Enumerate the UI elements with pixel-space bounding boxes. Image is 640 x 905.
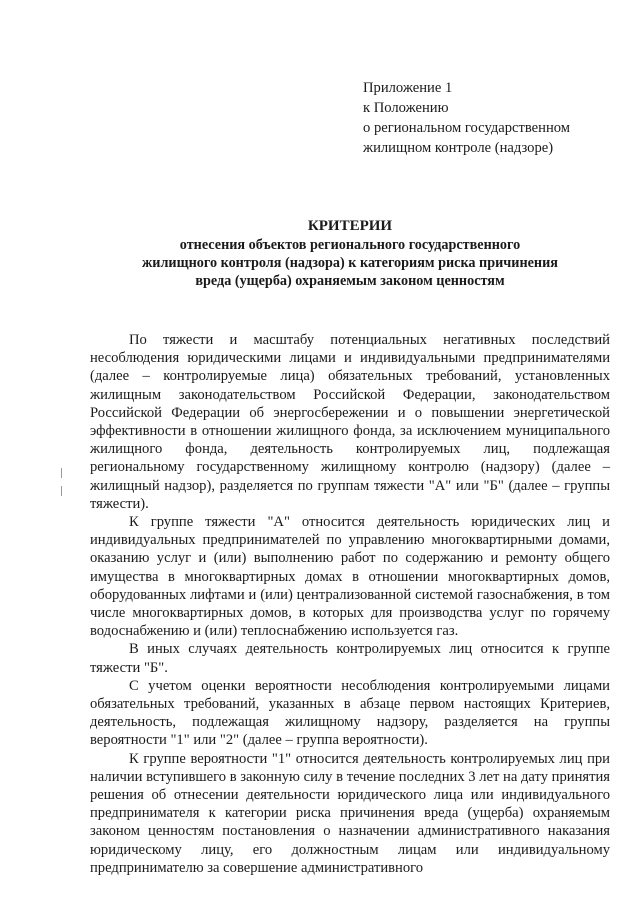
- body-paragraph: В иных случаях деятельность контролируемых лиц относится к группе тяжести "Б".: [90, 641, 610, 676]
- body-paragraph: К группе тяжести "А" относится деятельность юридических лиц и индивидуальных предпринимателей по управлению многоквартирными домами, оказанию услуг и (или) выполнению работ по содержанию и ремонту общего имущества в многоквартирных домах в отношении многоквартирных домов, оборудованных лифтами и (или) централизованной системой газоснабжения, в том числе многоквартирных домов, в которых для производства услуг по горячему водоснабжению и (или) теплоснабжению используется газ.: [90, 514, 610, 640]
- document-heading: [90, 217, 610, 290]
- body-paragraph: С учетом оценки вероятности несоблюдения контролируемыми лицами обязательных требований, указанных в абзаце первом настоящих Критериев, деятельность, подлежащая жилищному надзору, разделяется на группы вероятности "1" или "2" (далее – группа вероятности).: [90, 677, 610, 749]
- body-paragraph: К группе вероятности "1" относится деятельность контролируемых лиц при наличии вступившего в законную силу в течение последних 3 лет на дату принятия решения об отнесении деятельности юридического лица или индивидуального предпринимателя к категории риска причинения вреда (ущерба) охраняемым законом ценностям постановления о назначении административного наказания юридическому лицу, его должностным лицам или индивидуальному предпринимателю за совершение административного: [90, 750, 610, 876]
- appendix-note: [363, 78, 570, 158]
- appendix-line: жилищном контроле (надзоре): [363, 140, 554, 156]
- body-paragraph: По тяжести и масштабу потенциальных негативных последствий несоблюдения юридическими лицами и индивидуальными предпринимателями (далее – контролируемые лица) обязательных требований, установленных жилищным законодательством Российской Федерации, законодательством Российской Федерации об энергосбережении и о повышении энергетической эффективности в отношении жилищного фонда, за исключением муниципального жилищного фонда, деятельность контролируемых лиц, подлежащая региональному государственному жилищному контролю (надзору) (далее – жилищный надзор), разделяется по группам тяжести "А" или "Б" (далее – группы тяжести).: [90, 332, 610, 512]
- appendix-line: к Положению: [363, 100, 449, 116]
- document-subtitle-line: вреда (ущерба) охраняемым законом ценностям: [195, 273, 505, 289]
- document-subtitle-line: отнесения объектов регионального государственного: [179, 237, 521, 253]
- document-body: [90, 331, 610, 877]
- scan-mark: [61, 486, 62, 496]
- document-title: КРИТЕРИИ: [307, 218, 393, 234]
- scan-mark: [61, 468, 62, 478]
- appendix-line: Приложение 1: [363, 80, 453, 96]
- document-subtitle-line: жилищного контроля (надзора) к категориям риска причинения: [142, 255, 558, 271]
- appendix-line: о региональном государственном: [363, 120, 571, 136]
